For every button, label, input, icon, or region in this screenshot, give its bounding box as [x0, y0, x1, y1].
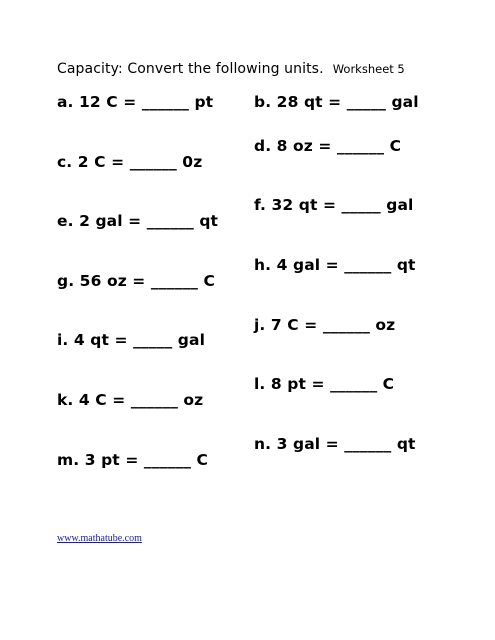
problem-j: j. 7 C = ______ oz: [254, 316, 396, 334]
problem-f: f. 32 qt = _____ gal: [254, 196, 414, 214]
worksheet-title: Capacity: Convert the following units.: [57, 61, 324, 77]
mathatube-link[interactable]: www.mathatube.com: [57, 533, 142, 544]
problem-h: h. 4 gal = ______ qt: [254, 256, 416, 274]
problem-g: g. 56 oz = ______ C: [57, 272, 215, 290]
problem-e: e. 2 gal = ______ qt: [57, 212, 219, 230]
problem-m: m. 3 pt = ______ C: [57, 451, 208, 469]
problem-c: c. 2 C = ______ 0z: [57, 153, 203, 171]
problem-d: d. 8 oz = ______ C: [254, 137, 402, 155]
worksheet-number: Worksheet 5: [332, 62, 405, 76]
problem-l: l. 8 pt = ______ C: [254, 375, 395, 393]
worksheet-header: [57, 58, 405, 77]
problem-b: b. 28 qt = _____ gal: [254, 93, 419, 111]
problem-n: n. 3 gal = ______ qt: [254, 435, 416, 453]
problem-k: k. 4 C = ______ oz: [57, 391, 204, 409]
problem-a: a. 12 C = ______ pt: [57, 93, 214, 111]
problem-i: i. 4 qt = _____ gal: [57, 331, 205, 349]
